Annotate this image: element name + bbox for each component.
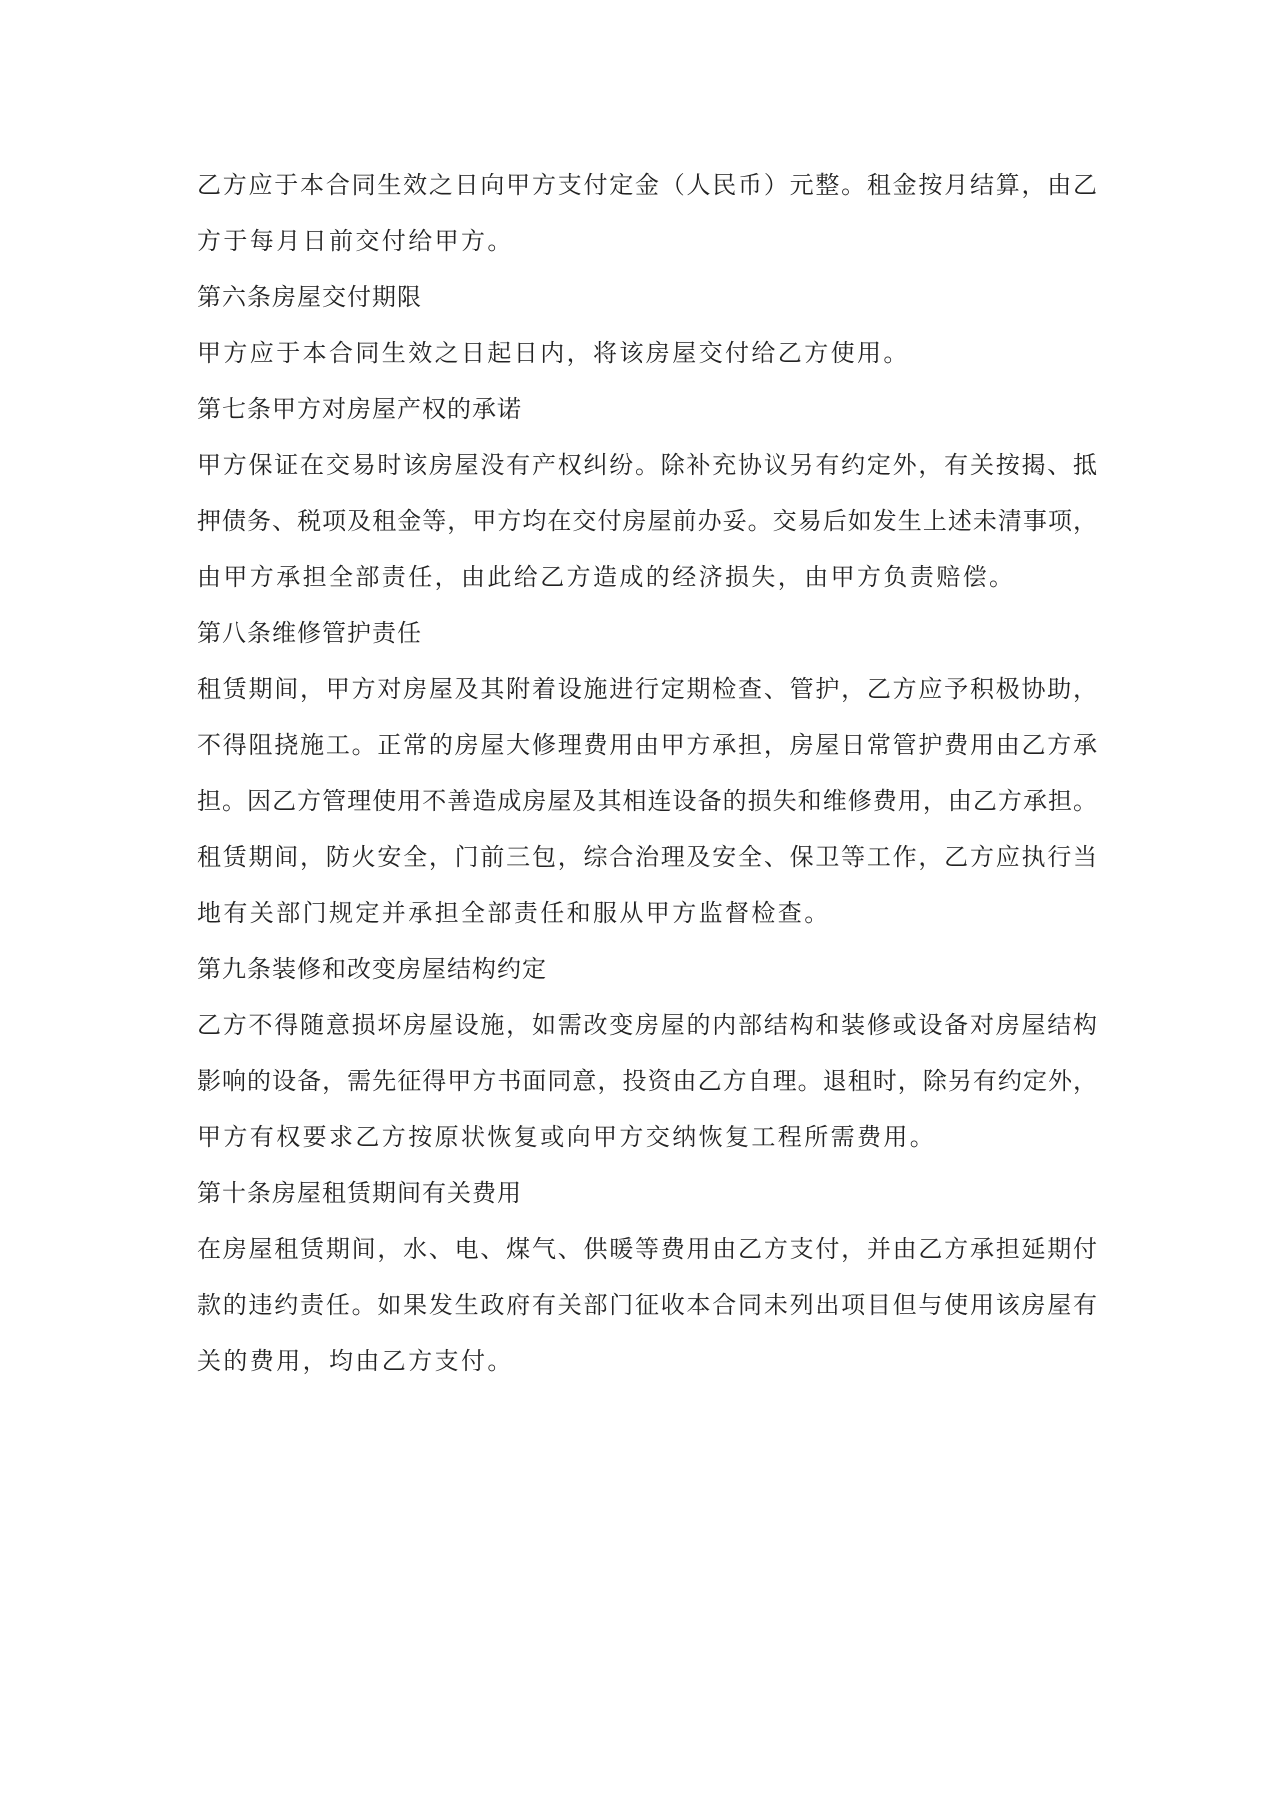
- section-heading-article-10: 第十条房屋租赁期间有关费用: [197, 1179, 522, 1207]
- section-heading-article-6: 第六条房屋交付期限: [197, 283, 422, 311]
- paragraph-line: 款的违约责任。如果发生政府有关部门征收本合同未列出项目但与使用该房屋有: [197, 1291, 1097, 1319]
- paragraph-line: 担。因乙方管理使用不善造成房屋及其相连设备的损失和维修费用，由乙方承担。: [197, 787, 1097, 815]
- paragraph-line: 影响的设备，需先征得甲方书面同意，投资由乙方自理。退租时，除另有约定外，: [197, 1067, 1097, 1095]
- paragraph-line: 甲方应于本合同生效之日起日内，将该房屋交付给乙方使用。: [197, 339, 910, 367]
- section-heading-article-8: 第八条维修管护责任: [197, 619, 422, 647]
- paragraph-line: 乙方不得随意损坏房屋设施，如需改变房屋的内部结构和装修或设备对房屋结构: [197, 1011, 1097, 1039]
- section-heading-article-9: 第九条装修和改变房屋结构约定: [197, 955, 547, 983]
- paragraph-line: 关的费用，均由乙方支付。: [197, 1347, 514, 1375]
- paragraph-line: 租赁期间，甲方对房屋及其附着设施进行定期检查、管护，乙方应予积极协助，: [197, 675, 1097, 703]
- paragraph-line: 租赁期间，防火安全，门前三包，综合治理及安全、保卫等工作，乙方应执行当: [197, 843, 1097, 871]
- paragraph-line: 甲方保证在交易时该房屋没有产权纠纷。除补充协议另有约定外，有关按揭、抵: [197, 451, 1097, 479]
- paragraph-line: 地有关部门规定并承担全部责任和服从甲方监督检查。: [197, 899, 831, 927]
- paragraph-line: 不得阻挠施工。正常的房屋大修理费用由甲方承担，房屋日常管护费用由乙方承: [197, 731, 1097, 759]
- paragraph-line: 在房屋租赁期间，水、电、煤气、供暖等费用由乙方支付，并由乙方承担延期付: [197, 1235, 1097, 1263]
- paragraph-line: 方于每月日前交付给甲方。: [197, 227, 514, 255]
- paragraph-line: 押债务、税项及租金等，甲方均在交付房屋前办妥。交易后如发生上述未清事项，: [197, 507, 1097, 535]
- paragraph-line: 乙方应于本合同生效之日向甲方支付定金（人民币）元整。租金按月结算，由乙: [197, 171, 1097, 199]
- paragraph-line: 由甲方承担全部责任，由此给乙方造成的经济损失，由甲方负责赔偿。: [197, 563, 1016, 591]
- section-heading-article-7: 第七条甲方对房屋产权的承诺: [197, 395, 522, 423]
- paragraph-line: 甲方有权要求乙方按原状恢复或向甲方交纳恢复工程所需费用。: [197, 1123, 937, 1151]
- document-body: [197, 157, 1097, 1389]
